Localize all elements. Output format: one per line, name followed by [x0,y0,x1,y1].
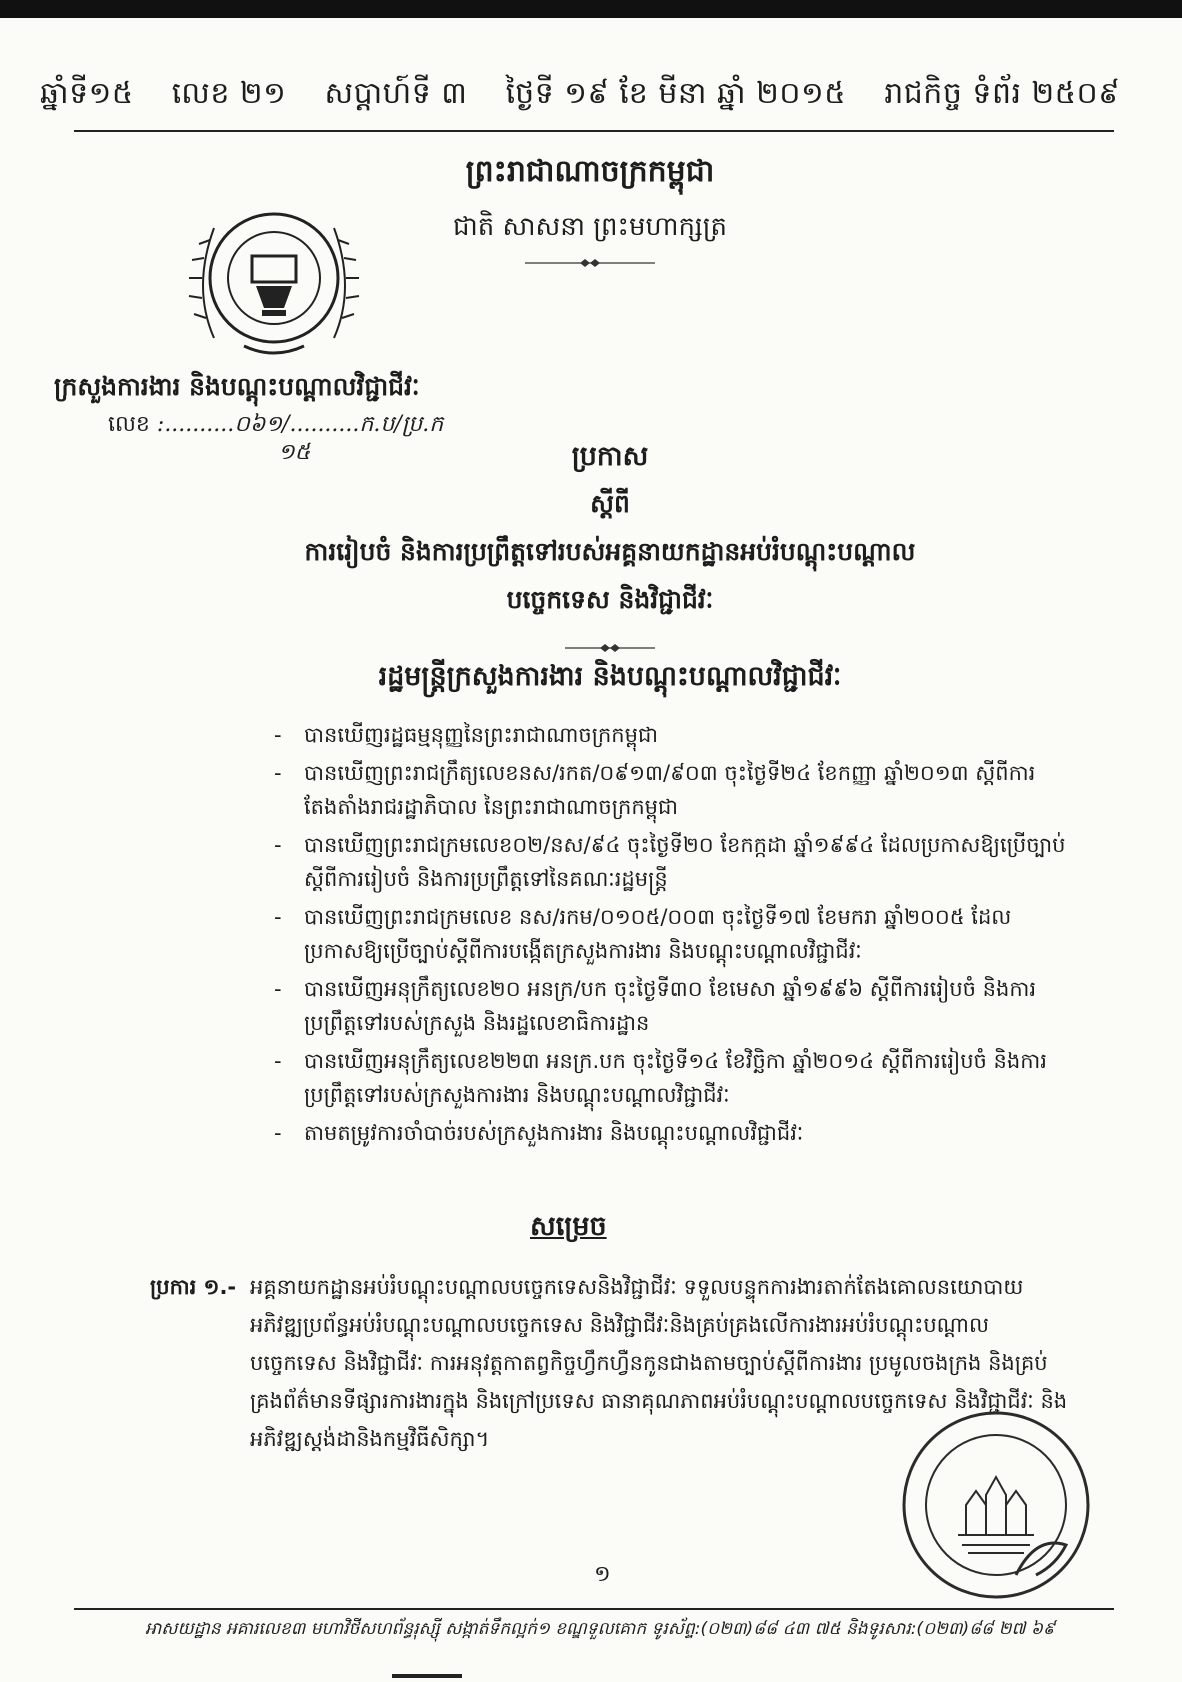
gazette-header [40,74,1120,118]
minister-heading: រដ្ឋមន្ត្រីក្រសួងការងារ និងបណ្តុះបណ្តាលវិជ្ជាជីវៈ [378,661,842,692]
gazette-week: សប្តាហ៍ទី ៣ [324,76,468,111]
kingdom-name: ព្រះរាជាណាចក្រកម្ពុជា [465,154,715,189]
ministry-emblem-icon [184,188,364,368]
document-type: ប្រកាស [571,441,649,472]
list-item: - បានឃើញព្រះរាជក្រមលេខ នស/រកម/០១០៥/០០៣ ចុះថ្ងៃទី១៧ ខែមករា ឆ្នាំ២០០៥ ដែលប្រកាសឱ្យប្រើច្បាប់ស្តីពីការបង្កើតក្រសួងការងារ និងបណ្តុះបណ្តាលវិជ្ជាជីវៈ [274,905,1012,963]
scan-bottom-mark [392,1674,462,1678]
gazette-year: ឆ្នាំទី១៥ [40,76,134,111]
reference-text: បានឃើញព្រះរាជក្រមលេខ នស/រកម/០១០៥/០០៣ ចុះថ្ងៃទី១៧ ខែមករា ឆ្នាំ២០០៥ ដែលប្រកាសឱ្យប្រើច្បាប់ស្តីពីការបង្កើតក្រសួងការងារ និងបណ្តុះបណ្តាលវិជ្ជាជីវៈ [304,905,1012,963]
footer-rule [74,1608,1114,1610]
divider-ornament-icon [565,643,655,653]
reference-label: លេខ [108,412,150,437]
article-1 [150,1268,1070,1451]
references-list [274,718,1074,1154]
header-rule [74,130,1114,132]
article-text: អគ្គនាយកដ្ឋានអប់រំបណ្តុះបណ្តាលបច្ចេកទេសនិងវិជ្ជាជីវៈ ទទួលបន្ទុកការងារតាក់តែងគោលនយោបាយអភិវឌ្ឍប្រព័ន្ធអប់រំបណ្តុះបណ្តាលបច្ចេកទេស និងវិជ្ជាជីវៈនិងគ្រប់គ្រងលើការងារអប់រំបណ្តុះបណ្តាលបច្ចេកទេស និងវិជ្ជាជីវៈ ការអនុវត្តកាតព្វកិច្ចហ្វឹកហ្វឺនកូនជាងតាមច្បាប់ស្តីពីការងារ ប្រមូលចងក្រង និងគ្រប់គ្រងព័ត៌មានទីផ្សារការងារក្នុង និងក្រៅប្រទេស ធានាគុណភាពអប់រំបណ្តុះបណ្តាលបច្ចេកទេស និងវិជ្ជាជីវៈ និងអភិវឌ្ឍស្តង់ដានិងកម្មវិធីសិក្សា។ [250,1275,1068,1451]
page-number: ១ [594,1562,611,1587]
list-item: - បានឃើញរដ្ឋធម្មនុញ្ញនៃព្រះរាជាណាចក្រកម្ពុជា [274,723,658,747]
gazette-page: រាជកិច្ច ទំព័រ ២៥០៩ [884,76,1120,111]
reference-text: តាមតម្រូវការចាំបាច់របស់ក្រសួងការងារ និងបណ្តុះបណ្តាលវិជ្ជាជីវៈ [304,1121,804,1145]
list-item: - បានឃើញព្រះរាជក្រមលេខ០២/នស/៩៤ ចុះថ្ងៃទី២០ ខែកក្កដា ឆ្នាំ១៩៩៤ ដែលប្រកាសឱ្យប្រើច្បាប់ស្តីពីការរៀបចំ និងការប្រព្រឹត្តទៅនៃគណៈរដ្ឋមន្ត្រី [274,833,1066,891]
title-about: ស្តីពី [590,489,630,518]
scan-top-border [0,0,1182,18]
decision-heading: សម្រេច [530,1211,607,1242]
list-item: - បានឃើញព្រះរាជក្រឹត្យលេខនស/រកត/០៩១៣/៩០៣ ចុះថ្ងៃទី២៤ ខែកញ្ញា ឆ្នាំ២០១៣ ស្តីពីការតែងតាំងរាជរដ្ឋាភិបាល នៃព្រះរាជាណាចក្រកម្ពុជា [274,761,1036,819]
gazette-issue: លេខ ២១ [171,76,287,111]
title-subject-line2: បច្ចេកទេស និងវិជ្ជាជីវៈ [506,585,714,614]
gazette-date: ថ្ងៃទី ១៩ ខែ មីនា ឆ្នាំ ២០១៥ [505,76,846,111]
divider-ornament-icon [525,258,655,268]
list-item: - បានឃើញអនុក្រឹត្យលេខ២០ អនក្រ/បក ចុះថ្ងៃទី៣០ ខែមេសា ឆ្នាំ១៩៩៦ ស្តីពីការរៀបចំ និងការប្រព្រឹត្តទៅរបស់ក្រសួង និងរដ្ឋលេខាធិការដ្ឋាន [274,977,1036,1035]
reference-text: បានឃើញព្រះរាជក្រឹត្យលេខនស/រកត/០៩១៣/៩០៣ ចុះថ្ងៃទី២៤ ខែកញ្ញា ឆ្នាំ២០១៣ ស្តីពីការតែងតាំងរាជរដ្ឋាភិបាល នៃព្រះរាជាណាចក្រកម្ពុជា [304,761,1036,819]
document-title [230,440,990,653]
title-subject-line1: ការរៀបចំ និងការប្រព្រឹត្តទៅរបស់អគ្គនាយកដ្ឋានអប់រំបណ្តុះបណ្តាល [304,537,916,566]
reference-text: បានឃើញរដ្ឋធម្មនុញ្ញនៃព្រះរាជាណាចក្រកម្ពុជា [304,723,658,747]
official-seal-icon [896,1405,1096,1605]
national-motto: ជាតិ សាសនា ព្រះមហាក្សត្រ [453,212,727,242]
list-item: - តាមតម្រូវការចាំបាច់របស់ក្រសួងការងារ និងបណ្តុះបណ្តាលវិជ្ជាជីវៈ [274,1121,804,1145]
reference-text: បានឃើញអនុក្រឹត្យលេខ២០ អនក្រ/បក ចុះថ្ងៃទី៣០ ខែមេសា ឆ្នាំ១៩៩៦ ស្តីពីការរៀបចំ និងការប្រព្រឹត្តទៅរបស់ក្រសួង និងរដ្ឋលេខាធិការដ្ឋាន [304,977,1036,1035]
reference-text: បានឃើញអនុក្រឹត្យលេខ២២៣ អនក្រ.បក ចុះថ្ងៃទី១៤ ខែវិច្ឆិកា ឆ្នាំ២០១៤ ស្តីពីការរៀបចំ និងការប្រព្រឹត្តទៅរបស់ក្រសួងការងារ និងបណ្តុះបណ្តាលវិជ្ជាជីវៈ [304,1049,1047,1107]
footer-address: អាសយដ្ឋាន អគារលេខ៣ មហាវិថីសហព័ន្ធរុស្ស៊ី សង្កាត់ទឹកល្អក់១ ខណ្ឌទួលគោក ទូរស័ព្ទ:(០២៣)៨៨ ៤៣ ៧៥ និងទូរសារ:(០២៣)៨៨ ២៧ ៦៩ [145,1619,1055,1639]
kingdom-header [440,152,740,268]
reference-handwritten: ១៥ [278,440,311,465]
ministry-name: ក្រសួងការងារ និងបណ្តុះបណ្តាលវិជ្ជាជីវៈ [54,372,420,401]
article-label: ប្រការ ១.- [150,1275,237,1299]
reference-text: បានឃើញព្រះរាជក្រមលេខ០២/នស/៩៤ ចុះថ្ងៃទី២០ ខែកក្កដា ឆ្នាំ១៩៩៤ ដែលប្រកាសឱ្យប្រើច្បាប់ស្តីពីការរៀបចំ និងការប្រព្រឹត្តទៅនៃគណៈរដ្ឋមន្ត្រី [304,833,1066,891]
reference-value: :..........០៦១/..........ក.ប/ប្រ.ក [156,412,444,437]
list-item: - បានឃើញអនុក្រឹត្យលេខ២២៣ អនក្រ.បក ចុះថ្ងៃទី១៤ ខែវិច្ឆិកា ឆ្នាំ២០១៤ ស្តីពីការរៀបចំ និងការប្រព្រឹត្តទៅរបស់ក្រសួងការងារ និងបណ្តុះបណ្តាលវិជ្ជាជីវៈ [274,1049,1047,1107]
